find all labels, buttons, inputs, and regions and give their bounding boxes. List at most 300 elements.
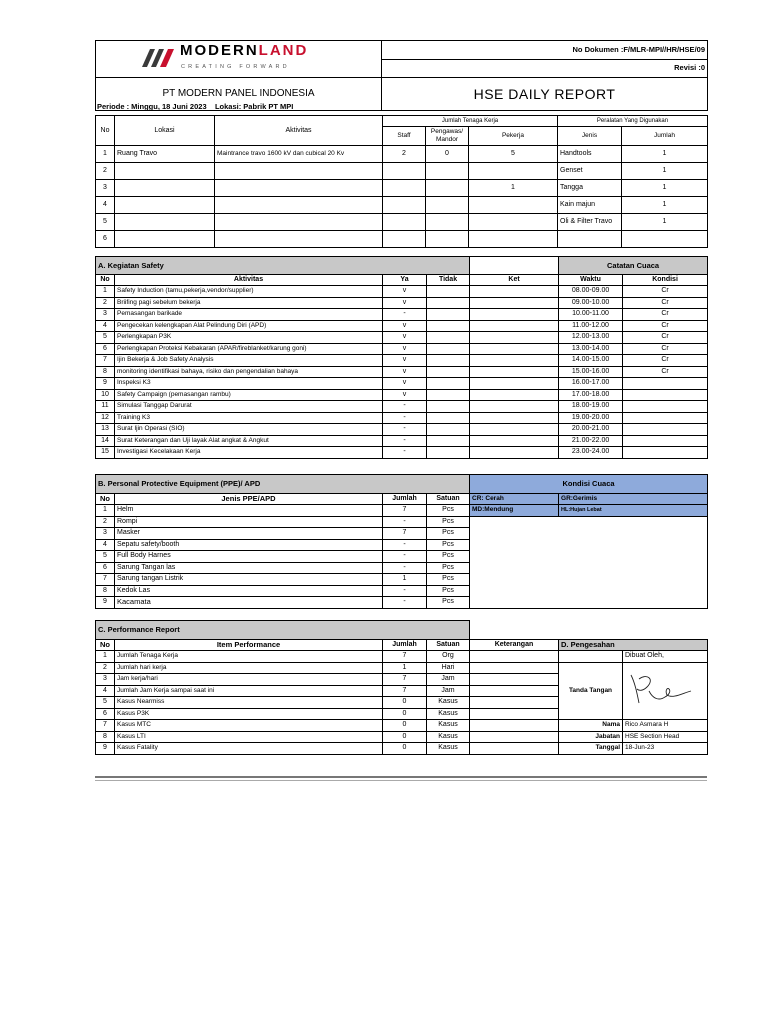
signature-mark [625,669,695,709]
table-row [96,720,708,732]
row-ya: v [383,355,427,367]
row-waktu: 23.00-24.00 [559,447,623,459]
tanggal-value: 18-Jun-23 [623,743,708,755]
col-jenis-ppe: Jenis PPE/APD [115,494,383,505]
col-peralatan: Peralatan Yang Digunakan [558,116,708,127]
row-ket [470,435,559,447]
row-aktivitas: Maintrance travo 1600 kV dan cubical 20 Kv [215,146,383,163]
row-jumlah: 1 [622,197,708,214]
row-jumlah: - [383,585,427,597]
row-waktu: 13.00-14.00 [559,343,623,355]
row-staff [383,197,426,214]
row-aktivitas: Inspeksi K3 [115,378,383,390]
row-item: Kasus MTC [115,720,383,732]
row-tidak [427,366,470,378]
col-jumlah: Jumlah [622,127,708,146]
row-satuan: Kasus [427,731,470,743]
row-lokasi [115,197,215,214]
row-tidak [427,343,470,355]
col-ket: Ket [470,275,559,286]
row-pekerja: 5 [469,146,558,163]
row-jenis: Handtools [558,146,622,163]
legend-mendung: MD:Mendung [470,505,559,517]
row-kondisi [623,424,708,436]
row-ket [470,378,559,390]
section-d-title: D. Pengesahan [559,640,708,651]
row-no: 3 [96,180,115,197]
signature-cell [623,662,708,720]
row-no: 7 [96,355,115,367]
row-keterangan [470,743,559,755]
row-jenis: Kacamata [115,597,383,609]
row-satuan: Pcs [427,528,470,540]
row-aktivitas: Simulasi Tanggap Darurat [115,401,383,413]
row-pengawas [426,163,469,180]
row-no: 6 [96,343,115,355]
row-kondisi [623,447,708,459]
row-kondisi: Cr [623,332,708,344]
table-row [96,435,708,447]
col-lokasi: Lokasi [115,116,215,146]
row-tidak [427,412,470,424]
row-no: 8 [96,731,115,743]
row-ya: v [383,389,427,401]
row-ket [470,332,559,344]
row-waktu: 15.00-16.00 [559,366,623,378]
col-satuan: Satuan [427,640,470,651]
row-jumlah: 0 [383,720,427,732]
row-ket [470,309,559,321]
row-ya: - [383,435,427,447]
row-satuan: Pcs [427,539,470,551]
col-aktivitas: Aktivitas [215,116,383,146]
row-jenis: Tangga [558,180,622,197]
row-satuan: Kasus [427,743,470,755]
row-tidak [427,286,470,298]
ppe-table [95,474,708,609]
row-aktivitas: Safety Induction (tamu,pekerja,vendor/supplier) [115,286,383,298]
row-no: 1 [96,651,115,663]
table-row [96,332,708,344]
legend-gerimis: GR:Gerimis [559,494,708,505]
row-ya: v [383,343,427,355]
row-keterangan [470,651,559,663]
row-jenis: Sarung tangan Listrik [115,574,383,586]
row-keterangan [470,685,559,697]
row-ya: v [383,286,427,298]
row-keterangan [470,731,559,743]
periode-text: Periode : Minggu, 18 Juni 2023 [97,102,207,111]
row-no: 6 [96,708,115,720]
table-row [96,286,708,298]
row-item: Kasus Fatality [115,743,383,755]
row-no: 3 [96,674,115,686]
row-kondisi [623,389,708,401]
col-pengawas: Pengawas/ Mandor [426,127,469,146]
table-row [96,378,708,390]
row-satuan: Pcs [427,562,470,574]
row-kondisi [623,412,708,424]
jabatan-value: HSE Section Head [623,731,708,743]
row-no: 3 [96,309,115,321]
row-aktivitas: Perlengkapan Proteksi Kebakaran (APAR/fireblanket/karung goni) [115,343,383,355]
jabatan-label: Jabatan [559,731,623,743]
row-kondisi [623,378,708,390]
row-satuan: Kasus [427,697,470,709]
row-jumlah: - [383,516,427,528]
row-tidak [427,309,470,321]
table-row [96,297,708,309]
row-staff [383,163,426,180]
row-kondisi [623,435,708,447]
row-kondisi: Cr [623,297,708,309]
lokasi-text: Lokasi: Pabrik PT MPI [214,102,294,111]
row-item: Jam kerja/hari [115,674,383,686]
col-no: No [96,640,115,651]
row-no: 1 [96,505,115,517]
table-row [96,343,708,355]
row-waktu: 20.00-21.00 [559,424,623,436]
row-aktivitas: Training K3 [115,412,383,424]
row-aktivitas [215,197,383,214]
col-no: No [96,275,115,286]
row-ya: v [383,297,427,309]
row-waktu: 18.00-19.00 [559,401,623,413]
row-ket [470,343,559,355]
row-jumlah: 1 [622,180,708,197]
modernland-logo-icon [140,47,176,69]
row-satuan: Kasus [427,708,470,720]
table-row [96,320,708,332]
row-aktivitas: Safety Campaign (pemasangan rambu) [115,389,383,401]
table-row [96,163,708,180]
nama-value: Rico Asmara H [623,720,708,732]
row-jumlah: 7 [383,528,427,540]
row-waktu: 09.00-10.00 [559,297,623,309]
row-item: Jumlah Jam Kerja sampai saat ini [115,685,383,697]
table-row [96,180,708,197]
table-row [96,743,708,755]
row-jumlah: - [383,597,427,609]
row-no: 12 [96,412,115,424]
col-kondisi: Kondisi [623,275,708,286]
logo-text-dark: MODERN [180,42,259,59]
table-row [96,231,708,248]
row-kondisi [623,401,708,413]
row-satuan: Jam [427,674,470,686]
row-waktu: 17.00-18.00 [559,389,623,401]
row-waktu: 11.00-12.00 [559,320,623,332]
row-lokasi [115,214,215,231]
row-no: 10 [96,389,115,401]
logo-cell [96,41,382,78]
row-aktivitas: Pemasangan barikade [115,309,383,321]
row-no: 1 [96,146,115,163]
row-ket [470,286,559,298]
row-keterangan [470,674,559,686]
row-lokasi [115,231,215,248]
row-tidak [427,297,470,309]
row-ket [470,412,559,424]
table-row [96,447,708,459]
logo-text-red: LAND [258,42,309,59]
table-row [96,651,708,663]
row-jumlah: - [383,562,427,574]
row-no: 3 [96,528,115,540]
section-b-title: B. Personal Protective Equipment (PPE)/ APD [96,475,470,494]
row-ket [470,389,559,401]
row-staff: 2 [383,146,426,163]
col-jumlah: Jumlah [383,494,427,505]
row-pengawas [426,214,469,231]
row-ya: v [383,332,427,344]
row-item: Jumlah hari kerja [115,662,383,674]
row-jumlah: 0 [383,697,427,709]
row-waktu: 10.00-11.00 [559,309,623,321]
row-staff [383,214,426,231]
row-pekerja [469,214,558,231]
logo-tagline: CREATING FORWARD [181,64,290,70]
row-no: 9 [96,743,115,755]
row-no: 7 [96,574,115,586]
row-lokasi: Ruang Travo [115,146,215,163]
row-satuan: Org [427,651,470,663]
row-lokasi [115,163,215,180]
row-ket [470,401,559,413]
row-jenis: Genset [558,163,622,180]
row-pengawas: 0 [426,146,469,163]
table-row [96,389,708,401]
row-ya: - [383,309,427,321]
col-jumlah: Jumlah [383,640,427,651]
row-aktivitas: Surat Ijin Operasi (SIO) [115,424,383,436]
row-satuan: Pcs [427,551,470,563]
row-keterangan [470,720,559,732]
row-ya: - [383,424,427,436]
tanggal-label: Tanggal [559,743,623,755]
row-no: 9 [96,597,115,609]
section-c-title: C. Performance Report [96,621,470,640]
row-tidak [427,355,470,367]
row-satuan: Pcs [427,505,470,517]
col-item: Item Performance [115,640,383,651]
row-jumlah: 7 [383,505,427,517]
tenaga-kerja-table [95,115,708,248]
row-jenis: Sepatu safety/booth [115,539,383,551]
row-aktivitas [215,231,383,248]
row-no: 4 [96,539,115,551]
table-row [96,412,708,424]
table-row [96,309,708,321]
row-no: 4 [96,197,115,214]
row-no: 5 [96,332,115,344]
row-ket [470,366,559,378]
legend-hujan-lebat: HL:Hujan Lebat [559,505,708,517]
row-no: 4 [96,685,115,697]
row-jumlah: 1 [622,163,708,180]
row-tidak [427,332,470,344]
legend-cerah: CR: Cerah [470,494,559,505]
table-row [96,731,708,743]
row-ya: - [383,447,427,459]
row-no: 14 [96,435,115,447]
row-jenis [558,231,622,248]
col-no: No [96,116,115,146]
row-jumlah: 1 [383,574,427,586]
row-tidak [427,447,470,459]
row-staff [383,180,426,197]
periode-line [97,102,293,111]
row-pekerja: 1 [469,180,558,197]
table-row [96,662,708,674]
row-jumlah: 0 [383,731,427,743]
row-waktu: 12.00-13.00 [559,332,623,344]
row-no: 2 [96,516,115,528]
row-no: 6 [96,562,115,574]
row-item: Kasus LTI [115,731,383,743]
row-jenis: Rompi [115,516,383,528]
row-kondisi: Cr [623,355,708,367]
row-no: 2 [96,662,115,674]
row-aktivitas: Investigasi Kecelakaan Kerja [115,447,383,459]
row-no: 5 [96,214,115,231]
col-tenaga-kerja: Jumlah Tenaga Kerja [383,116,558,127]
row-jenis: Kain majun [558,197,622,214]
row-pengawas [426,197,469,214]
row-no: 7 [96,720,115,732]
tanda-tangan-label: Tanda Tangan [559,662,623,720]
row-tidak [427,389,470,401]
row-tidak [427,435,470,447]
row-ya: v [383,366,427,378]
row-jumlah: - [383,539,427,551]
row-ya: v [383,320,427,332]
row-satuan: Hari [427,662,470,674]
header-table [95,40,708,111]
row-no: 6 [96,231,115,248]
row-item: Kasus Nearmiss [115,697,383,709]
row-no: 8 [96,585,115,597]
table-row [96,214,708,231]
row-satuan: Pcs [427,574,470,586]
logo-wordmark [180,42,309,59]
row-jumlah: - [383,551,427,563]
col-aktivitas: Aktivitas [115,275,383,286]
row-aktivitas: monitoring identifikasi bahaya, risiko dan pengendalian bahaya [115,366,383,378]
footer-divider [95,776,707,778]
row-kondisi: Cr [623,286,708,298]
row-aktivitas [215,180,383,197]
table-row [96,146,708,163]
row-jumlah: 0 [383,708,427,720]
row-keterangan [470,697,559,709]
row-ket [470,297,559,309]
table-row [96,366,708,378]
table-row [96,401,708,413]
row-jenis: Kedok Las [115,585,383,597]
row-no: 2 [96,297,115,309]
row-no: 2 [96,163,115,180]
kegiatan-safety-table [95,256,708,459]
dibuat-oleh-label: Dibuat Oleh, [623,651,708,663]
row-ket [470,355,559,367]
row-jumlah: 7 [383,651,427,663]
col-pekerja: Pekerja [469,127,558,146]
row-waktu: 14.00-15.00 [559,355,623,367]
row-aktivitas [215,214,383,231]
row-no: 5 [96,551,115,563]
row-aktivitas: Ijin Bekerja & Job Safety Analysis [115,355,383,367]
row-lokasi [115,180,215,197]
row-no: 8 [96,366,115,378]
col-tidak: Tidak [427,275,470,286]
row-jenis: Masker [115,528,383,540]
report-page [95,40,707,752]
row-satuan: Pcs [427,516,470,528]
pengesahan-blank [559,651,623,663]
row-jumlah: 0 [383,743,427,755]
footer-divider-thin [95,780,707,781]
col-ya: Ya [383,275,427,286]
col-satuan: Satuan [427,494,470,505]
catatan-cuaca-title: Catatan Cuaca [559,257,708,275]
row-pekerja [469,197,558,214]
row-aktivitas: Pengecekan kelengkapan Alat Pelindung Diri (APD) [115,320,383,332]
row-staff [383,231,426,248]
row-tidak [427,378,470,390]
row-jumlah: 7 [383,685,427,697]
row-kondisi: Cr [623,366,708,378]
page-title: HSE DAILY REPORT [382,78,708,111]
row-no: 9 [96,378,115,390]
row-ya: - [383,412,427,424]
row-jumlah: 1 [383,662,427,674]
row-no: 15 [96,447,115,459]
row-jenis: Oli & Filter Travo [558,214,622,231]
row-waktu: 08.00-09.00 [559,286,623,298]
row-item: Jumlah Tenaga Kerja [115,651,383,663]
company-name: PT MODERN PANEL INDONESIA [96,78,382,111]
row-tidak [427,401,470,413]
row-aktivitas [215,163,383,180]
row-jumlah [622,231,708,248]
col-no: No [96,494,115,505]
row-jenis: Helm [115,505,383,517]
row-no: 13 [96,424,115,436]
row-no: 5 [96,697,115,709]
row-waktu: 16.00-17.00 [559,378,623,390]
row-item: Kasus P3K [115,708,383,720]
row-jenis: Full Body Harnes [115,551,383,563]
row-aktivitas: Briifing pagi sebelum bekerja [115,297,383,309]
row-satuan: Jam [427,685,470,697]
row-tidak [427,424,470,436]
kondisi-cuaca-title: Kondisi Cuaca [470,475,708,494]
row-keterangan [470,708,559,720]
col-staff: Staff [383,127,426,146]
row-aktivitas: Perlengkapan P3K [115,332,383,344]
row-pengawas [426,180,469,197]
row-tidak [427,320,470,332]
performance-table [95,620,708,755]
row-satuan: Kasus [427,720,470,732]
row-pekerja [469,231,558,248]
revision: Revisi :0 [382,59,708,78]
row-jumlah: 7 [383,674,427,686]
row-jenis: Sarung Tangan las [115,562,383,574]
row-keterangan [470,662,559,674]
row-no: 4 [96,320,115,332]
